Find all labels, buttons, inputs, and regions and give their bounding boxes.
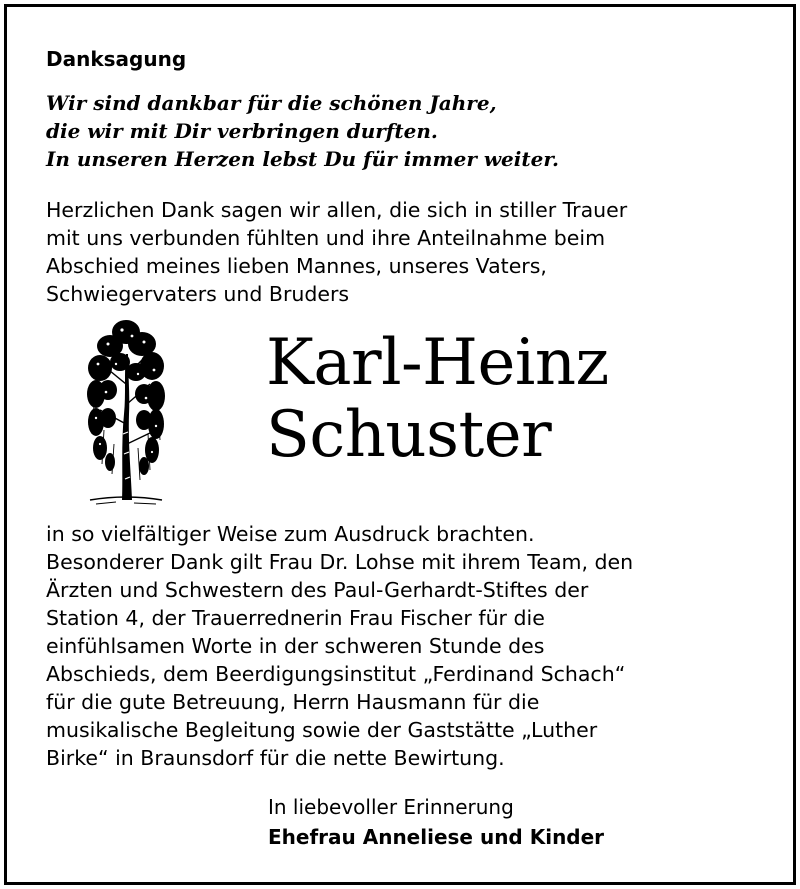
signed-by: Ehefrau Anneliese und Kinder (268, 825, 605, 849)
closing-line: In liebevoller Erinnerung (268, 795, 514, 819)
closing-signature (268, 792, 604, 852)
deceased-name (266, 327, 609, 471)
intro-paragraph (46, 196, 627, 308)
body-line: einfühlsamen Worte in der schweren Stunde des (46, 634, 545, 658)
notice-heading: Danksagung (46, 47, 187, 71)
body-line: für die gute Betreuung, Herrn Hausmann für die (46, 690, 540, 714)
body-line: Station 4, der Trauerrednerin Frau Fischer für die (46, 606, 545, 630)
body-line: Besonderer Dank gilt Frau Dr. Lohse mit ihrem Team, den (46, 550, 634, 574)
memorial-verse (46, 89, 559, 173)
verse-line: In unseren Herzen lebst Du für immer weiter. (46, 147, 560, 171)
deceased-last-name: Schuster (266, 398, 552, 472)
body-line: musikalische Begleitung sowie der Gaststätte „Luther (46, 718, 598, 742)
body-line: Ärzten und Schwestern des Paul-Gerhardt-Stiftes der (46, 578, 589, 602)
birch-tree-icon (86, 314, 166, 509)
deceased-first-name: Karl-Heinz (266, 326, 609, 400)
body-line: in so vielfältiger Weise zum Ausdruck brachten. (46, 522, 535, 546)
verse-line: die wir mit Dir verbringen durften. (46, 119, 438, 143)
intro-line: Schwiegervaters und Bruders (46, 282, 350, 306)
intro-line: Abschied meines lieben Mannes, unseres Vaters, (46, 254, 547, 278)
intro-line: mit uns verbunden fühlten und ihre Anteilnahme beim (46, 226, 606, 250)
body-line: Birke“ in Braunsdorf für die nette Bewirtung. (46, 746, 505, 770)
body-line: Abschieds, dem Beerdigungsinstitut „Ferdinand Schach“ (46, 662, 626, 686)
gratitude-paragraph (46, 520, 633, 772)
intro-line: Herzlichen Dank sagen wir allen, die sich in stiller Trauer (46, 198, 628, 222)
verse-line: Wir sind dankbar für die schönen Jahre, (46, 91, 497, 115)
